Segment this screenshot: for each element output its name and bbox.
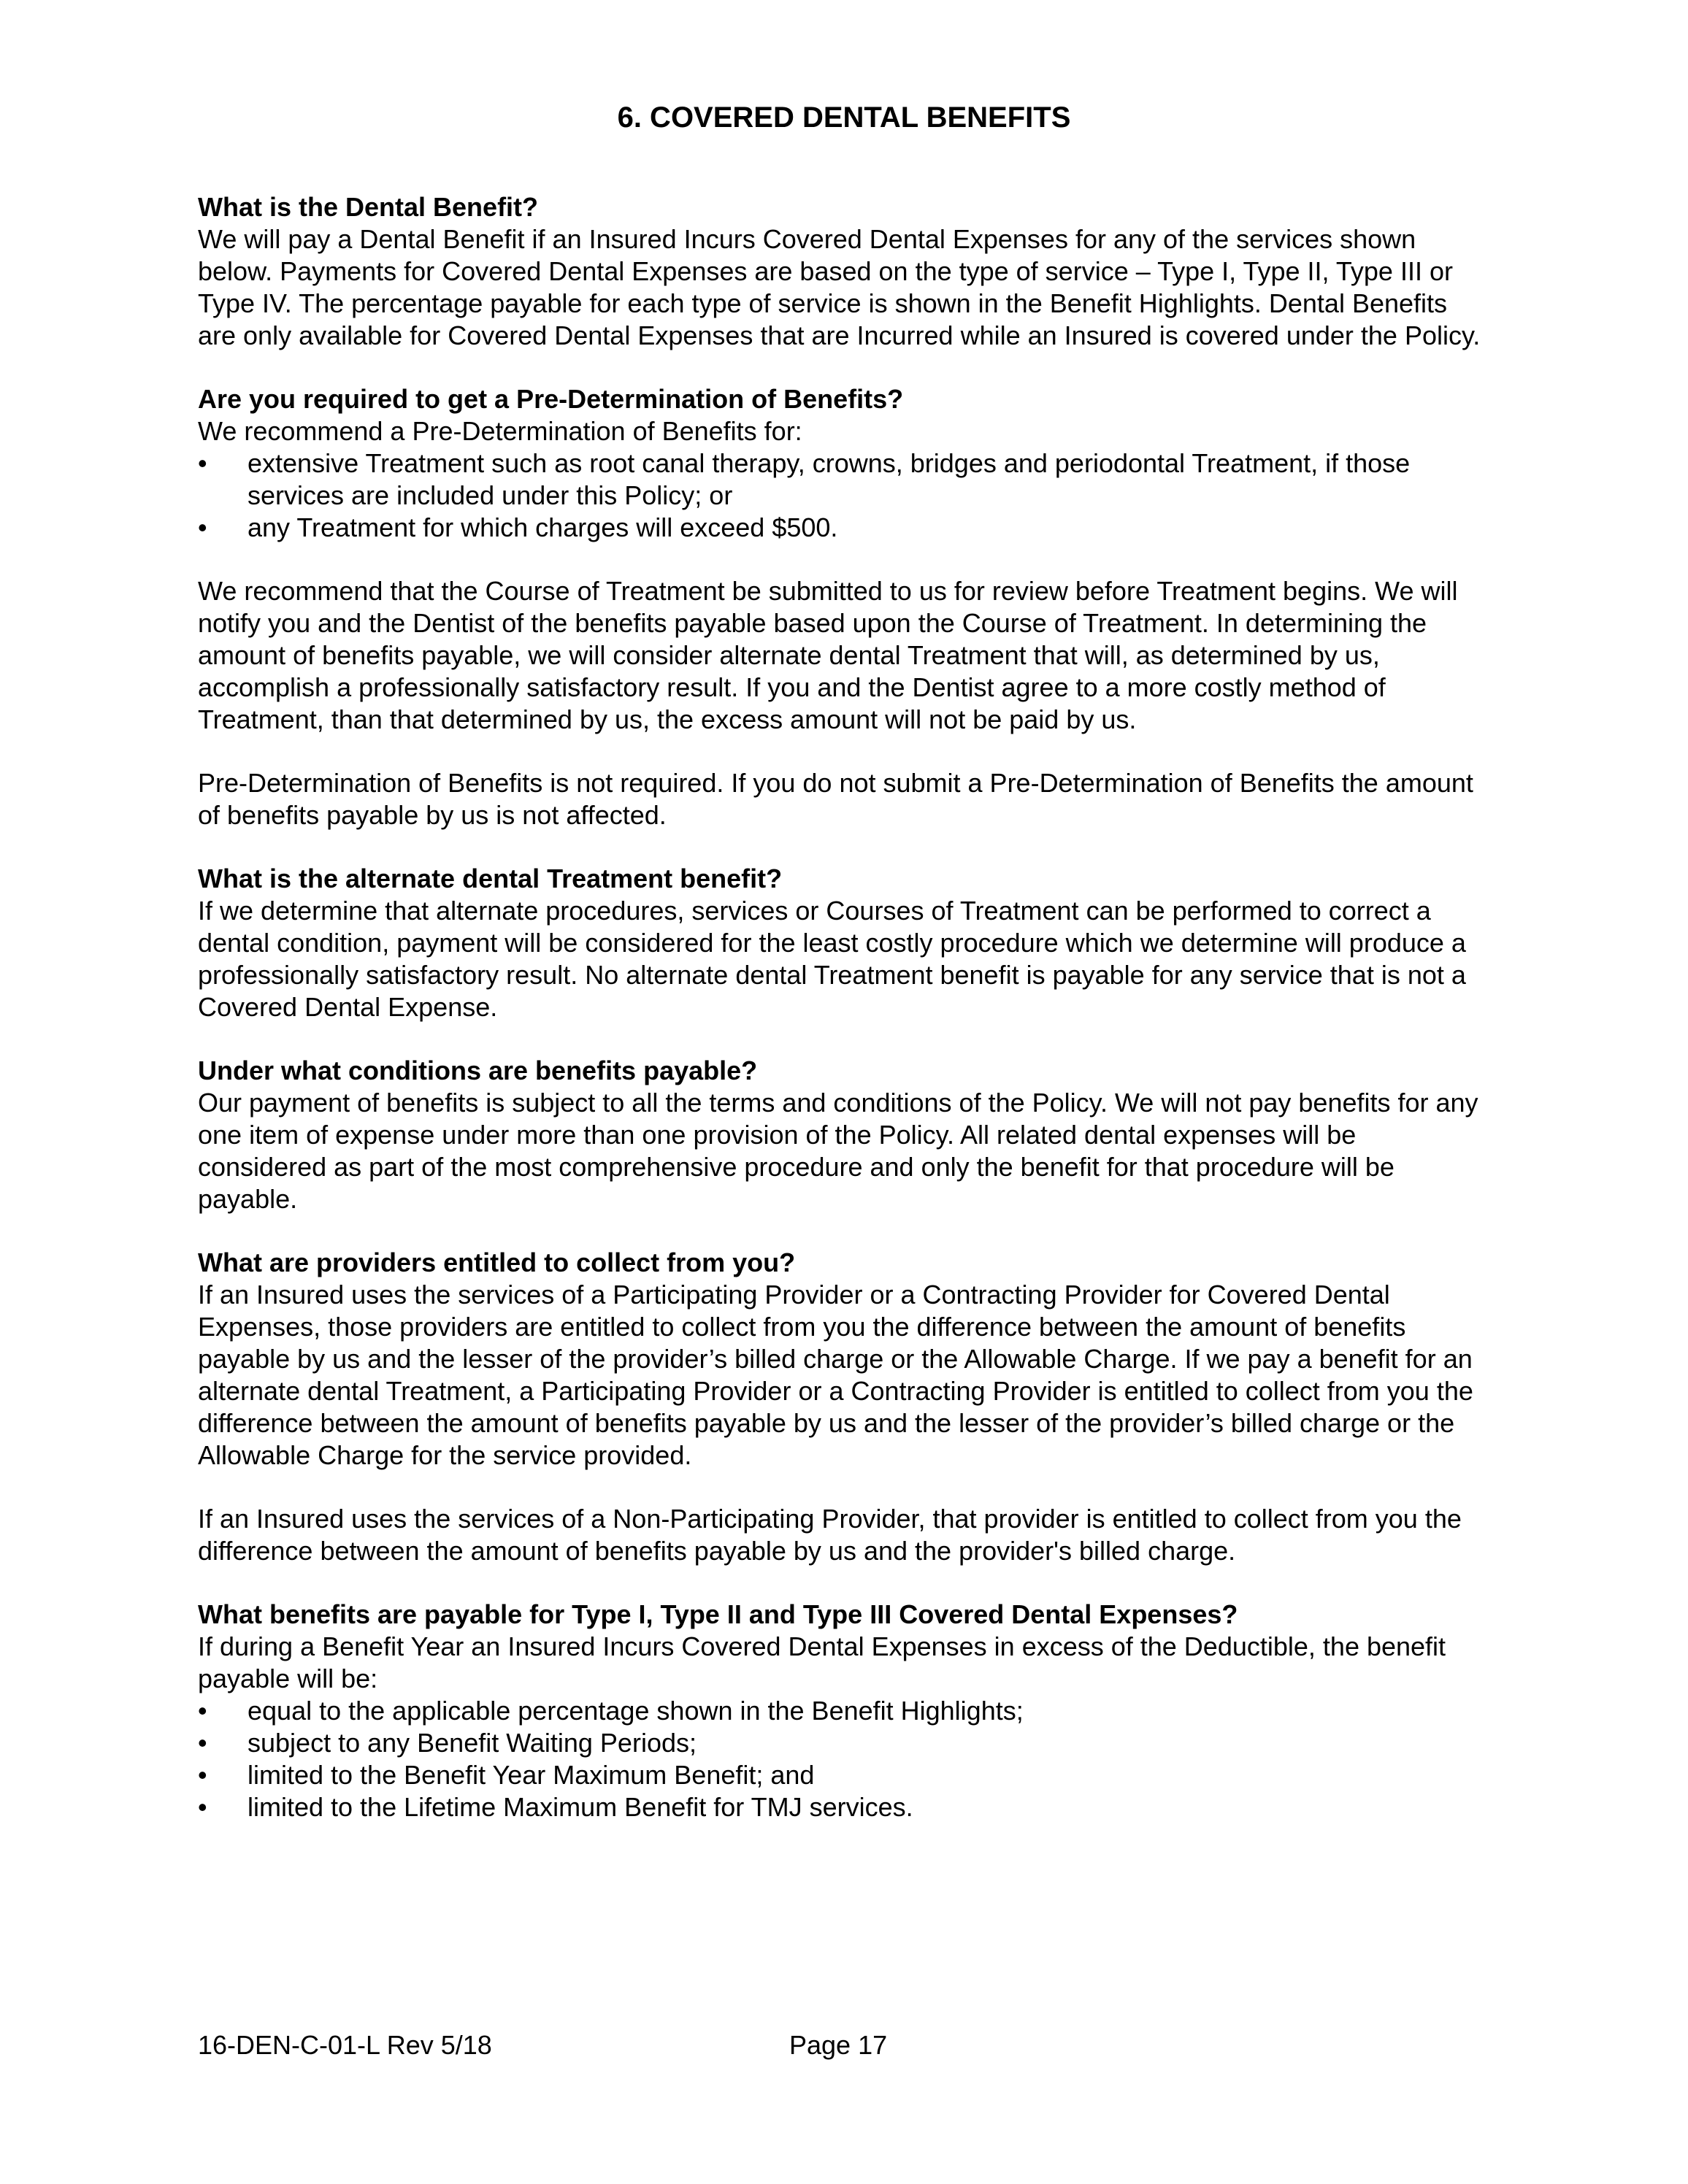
section-alternate: [198, 863, 1490, 1023]
section-payable: [198, 1599, 1490, 1823]
bullet-icon: •: [198, 512, 207, 542]
section-heading: What benefits are payable for Type I, Type II and Type III Covered Dental Expenses?: [198, 1599, 1238, 1629]
list-item: [198, 1727, 1490, 1759]
list-item: [198, 1791, 1490, 1823]
section-heading: What are providers entitled to collect from you?: [198, 1247, 796, 1277]
bullet-icon: •: [198, 1760, 207, 1790]
list-item-text: equal to the applicable percentage shown in the Benefit Highlights;: [248, 1696, 1024, 1726]
bullet-icon: •: [198, 1728, 207, 1758]
section-heading: What is the alternate dental Treatment benefit?: [198, 864, 783, 893]
list-item-text: extensive Treatment such as root canal therapy, crowns, bridges and periodontal Treatment, if those services are included under this Policy; or: [248, 448, 1411, 510]
section-heading: Under what conditions are benefits payable?: [198, 1056, 758, 1085]
list-item-text: subject to any Benefit Waiting Periods;: [248, 1728, 697, 1758]
list-item: [198, 1759, 1490, 1791]
bullet-list: [198, 447, 1490, 544]
section-body: Our payment of benefits is subject to all the terms and conditions of the Policy. We will not pay benefits for any one item of expense under more than one provision of the Policy. All related dental expenses will be considered as part of the most comprehensive procedure and only the benefit for that procedure will be payable.: [198, 1088, 1478, 1214]
bullet-icon: •: [198, 1696, 207, 1726]
section-body: Pre-Determination of Benefits is not required. If you do not submit a Pre-Determination of Benefits the amount of benefits payable by us is not affected.: [198, 768, 1473, 830]
section-heading: Are you required to get a Pre-Determination of Benefits?: [198, 384, 904, 414]
section-predetermination-review: [198, 575, 1490, 736]
list-item-text: limited to the Benefit Year Maximum Benefit; and: [248, 1760, 815, 1790]
section-body: If an Insured uses the services of a Non-Participating Provider, that provider is entitled to collect from you the difference between the amount of benefits payable by us and the provider's billed charge.: [198, 1504, 1462, 1566]
list-item-text: any Treatment for which charges will exceed $500.: [248, 512, 838, 542]
bullet-icon: •: [198, 448, 207, 478]
footer-form-number: 16-DEN-C-01-L Rev 5/18: [198, 2030, 492, 2060]
bullet-list: [198, 1695, 1490, 1823]
list-item: [198, 1695, 1490, 1727]
section-heading: What is the Dental Benefit?: [198, 192, 539, 222]
section-intro: We recommend a Pre-Determination of Benefits for:: [198, 416, 802, 446]
list-item-text: limited to the Lifetime Maximum Benefit for TMJ services.: [248, 1792, 913, 1822]
list-item: [198, 512, 1490, 544]
section-body: If an Insured uses the services of a Participating Provider or a Contracting Provider for Covered Dental Expenses, those providers are entitled to collect from you the difference between the amount of benefits payable by us and the lesser of the provider’s billed charge or the Allowable Charge. If we pay a benefit for an alternate dental Treatment, a Participating Provider or a Contracting Provider is entitled to collect from you the difference between the amount of benefits payable by us and the lesser of the provider’s billed charge or the Allowable Charge for the service provided.: [198, 1280, 1473, 1470]
section-providers: [198, 1247, 1490, 1472]
section-non-participating: [198, 1503, 1490, 1567]
section-body: We recommend that the Course of Treatment be submitted to us for review before Treatment begins. We will notify you and the Dentist of the benefits payable based upon the Course of Treatment. In determining the amount of benefits payable, we will consider alternate dental Treatment that will, as determined by us, accomplish a professionally satisfactory result. If you and the Dentist agree to a more costly method of Treatment, than that determined by us, the excess amount will not be paid by us.: [198, 576, 1458, 734]
section-intro: If during a Benefit Year an Insured Incurs Covered Dental Expenses in excess of the Deductible, the benefit payable will be:: [198, 1631, 1446, 1693]
section-predetermination: [198, 383, 1490, 544]
section-conditions: [198, 1055, 1490, 1215]
page-title: 6. COVERED DENTAL BENEFITS: [617, 101, 1071, 134]
list-item: [198, 447, 1490, 512]
footer-page-number: Page 17: [789, 2030, 888, 2060]
bullet-icon: •: [198, 1792, 207, 1822]
section-predetermination-optional: [198, 767, 1490, 831]
section-body: We will pay a Dental Benefit if an Insured Incurs Covered Dental Expenses for any of the services shown below. Payments for Covered Dental Expenses are based on the type of service – Type I, Type II, Type III or Type IV. The percentage payable for each type of service is shown in the Benefit Highlights. Dental Benefits are only available for Covered Dental Expenses that are Incurred while an Insured is covered under the Policy.: [198, 224, 1481, 350]
page-content: [198, 191, 1490, 1855]
section-dental-benefit: [198, 191, 1490, 352]
section-body: If we determine that alternate procedures, services or Courses of Treatment can be performed to correct a dental condition, payment will be considered for the least costly procedure which we determine will produce a professionally satisfactory result. No alternate dental Treatment benefit is payable for any service that is not a Covered Dental Expense.: [198, 896, 1466, 1022]
